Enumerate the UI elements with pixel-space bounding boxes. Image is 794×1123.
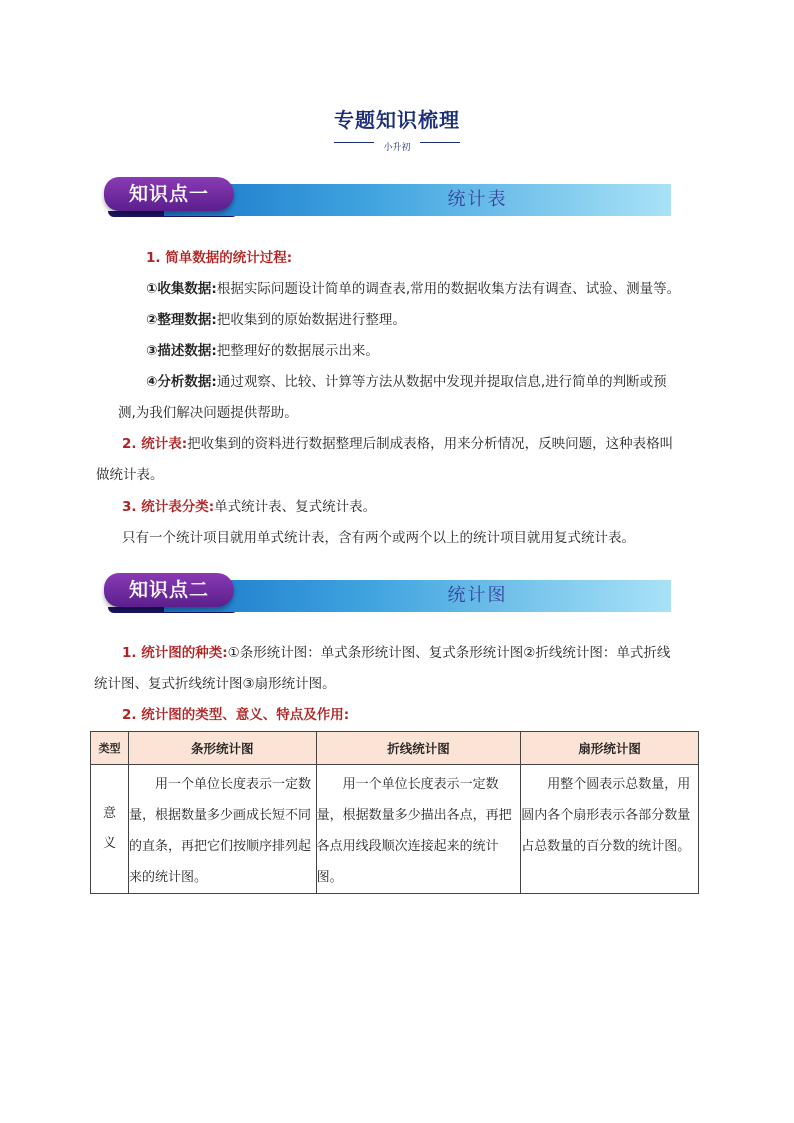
cell-pie-chart-meaning xyxy=(521,765,699,894)
s1-step2-text: 把收集到的原始数据进行整理。 xyxy=(216,312,406,328)
s1-step3-head: ③描述数据: xyxy=(146,343,217,359)
header-type: 类型 xyxy=(91,732,129,765)
cell-pie-text: 用整个圆表示总数量，用圆内各个扇形表示各部分数量占总数量的百分数的统计图。 xyxy=(521,777,691,854)
s2-item1-text: ①条形统计图：单式条形统计图、复式条形统计图②折线统计图：单式折线 xyxy=(227,645,671,661)
s2-item1-head: 1. 统计图的种类: xyxy=(122,645,228,661)
s1-step4-continued: 测,为我们解决问题提供帮助。 xyxy=(118,405,298,421)
s1-step1-head: ①收集数据: xyxy=(146,281,217,297)
document-title: 专题知识梳理 xyxy=(334,108,460,132)
s1-step1-text: 根据实际问题设计简单的调查表,常用的数据收集方法有调查、试验、测量等。 xyxy=(216,281,681,297)
s1-item2 xyxy=(122,434,673,454)
cell-bar-chart-meaning xyxy=(128,765,316,894)
table-header-row xyxy=(91,732,699,765)
table-row-meaning xyxy=(91,765,699,894)
chart-types-table xyxy=(90,731,699,894)
s1-step4-head: ④分析数据: xyxy=(146,374,217,390)
section1-title: 统计表 xyxy=(447,189,508,210)
cell-line-chart-meaning xyxy=(316,765,521,894)
s1-step3-text: 把整理好的数据展示出来。 xyxy=(216,343,379,359)
subtitle-left-rule xyxy=(334,142,374,143)
s1-step3 xyxy=(146,341,379,361)
header-pie-chart: 扇形统计图 xyxy=(521,732,699,765)
s2-item1-continued: 统计图、复式折线统计图③扇形统计图。 xyxy=(94,676,336,692)
row-label-char-2: 义 xyxy=(102,836,116,851)
s1-item3-text: 单式统计表、复式统计表。 xyxy=(214,499,377,515)
section2-label-badge: 知识点二 xyxy=(104,573,234,607)
s1-item3-head: 3. 统计表分类: xyxy=(122,499,215,515)
s2-item2-title: 2. 统计图的类型、意义、特点及作用: xyxy=(122,707,350,723)
section2-header xyxy=(104,573,671,613)
s1-step1 xyxy=(146,279,680,299)
s1-item3 xyxy=(122,497,376,517)
s1-item2-text: 把收集到的资料进行数据整理后制成表格，用来分析情况，反映问题，这种表格叫 xyxy=(187,436,674,452)
header-line-chart: 折线统计图 xyxy=(316,732,521,765)
document-subtitle: 小升初 xyxy=(383,143,411,153)
s1-item1-title: 1. 简单数据的统计过程: xyxy=(146,250,293,266)
section2-title-bar xyxy=(164,580,671,612)
s1-item2-continued: 做统计表。 xyxy=(96,467,164,483)
s1-step4 xyxy=(146,372,667,392)
s1-step2-head: ②整理数据: xyxy=(146,312,217,328)
section1-header xyxy=(104,177,671,217)
row-label-meaning xyxy=(91,765,129,894)
s1-step2 xyxy=(146,310,406,330)
s1-step4-text: 通过观察、比较、计算等方法从数据中发现并提取信息,进行简单的判断或预 xyxy=(216,374,667,390)
s2-item1 xyxy=(122,643,670,663)
s1-item3-note: 只有一个统计项目就用单式统计表，含有两个或两个以上的统计项目就用复式统计表。 xyxy=(122,530,635,546)
header-bar-chart: 条形统计图 xyxy=(128,732,316,765)
section1-title-bar xyxy=(164,184,671,216)
document-title-block xyxy=(330,108,464,153)
cell-bar-text: 用一个单位长度表示一定数量，根据数量多少画成长短不同的直条，再把它们按顺序排列起来的统计图。 xyxy=(128,777,311,885)
cell-line-text: 用一个单位长度表示一定数量，根据数量多少描出各点，再把各点用线段顺次连接起来的统计图。 xyxy=(316,777,512,885)
section2-title: 统计图 xyxy=(447,585,508,606)
subtitle-right-rule xyxy=(420,142,460,143)
s1-item2-head: 2. 统计表: xyxy=(122,436,188,452)
section1-label-badge: 知识点一 xyxy=(104,177,234,211)
row-label-char-1: 意 xyxy=(102,806,116,821)
document-subtitle-row xyxy=(330,135,464,153)
